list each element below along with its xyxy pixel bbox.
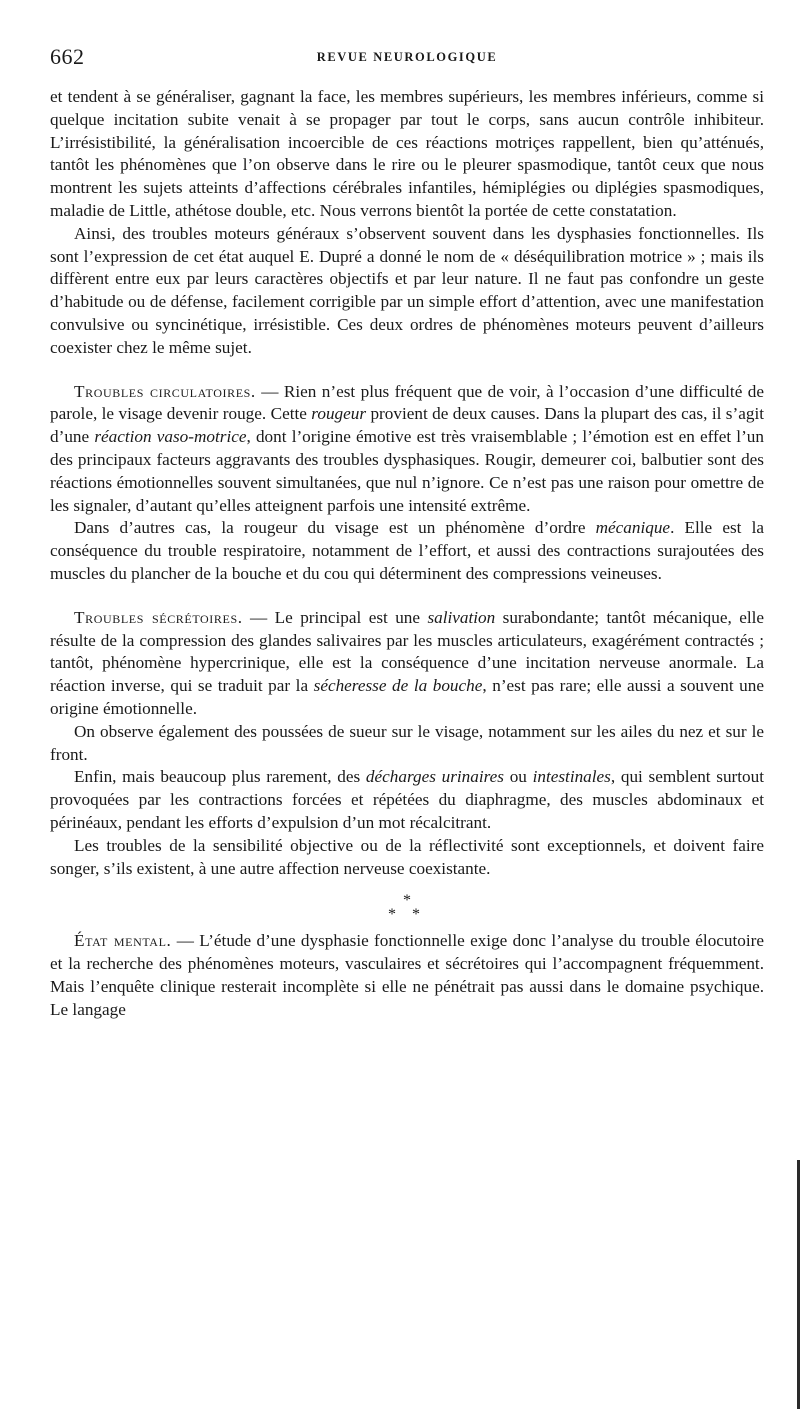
asterism-bottom: * *: [388, 906, 426, 924]
text-span: ou: [504, 767, 533, 787]
text-span: — Rien n’est plus fréquent que de voir, à l’occasion d’une difficulté de parole, le visage devenir rouge. Cette: [50, 381, 764, 424]
text-span: Dans d’autres cas, la rougeur du visage est un phénomène d’ordre: [74, 518, 596, 538]
text-span: , qui semblent surtout provoquées par les contractions forcées et répétées du diaphragme, des muscles abdominaux et périnéaux, pendant les efforts d’expulsion d’un mot récalcitrant.: [50, 767, 765, 832]
paragraph-1: et tendent à se généraliser, gagnant la face, les membres supérieurs, les membres inférieurs, comme si quelque incitation subite venait à se propager par tout le corps, sans aucun contrôle inhibiteur. L’irrésistibilité, la généralisation incoercible de ces réactions motriçes rappellent, bien qu’atténués, tantôt les phénomènes que l’on observe dans le rire ou le pleurer spasmodique, tantôt ceux que nous montrent les sujets atteints d’affections cérébrales infantiles, hémiplégies ou diplégies spasmodiques, maladie de Little, athétose double, etc. Nous verrons bientôt la portée de cette constatation.: [50, 87, 764, 220]
text-span: . Elle est la conséquence du trouble respiratoire, notamment de l’effort, et aussi des contractions surajoutées des muscles du plancher de la bouche et du cou qui déterminent des compressions veineuses.: [50, 518, 764, 583]
paragraph-8: Les troubles de la sensibilité objective ou de la réflectivité sont exceptionnels, et doivent faire songer, s’ils existent, à une autre affection nerveuse coexistante.: [50, 835, 764, 878]
paragraph-6: On observe également des poussées de sueur sur le visage, notamment sur les ailes du nez et sur le front.: [50, 721, 764, 764]
emphasis-intestinales: intestinales: [532, 767, 611, 787]
asterism-divider: [50, 894, 764, 922]
running-title: REVUE NEUROLOGIQUE: [316, 50, 498, 64]
emphasis-rougeur: rougeur: [311, 404, 367, 424]
section-heading-secretoires: Troubles sécrétoires.: [74, 607, 243, 627]
text-span: Enfin, mais beaucoup plus rarement, des: [74, 767, 366, 787]
page-number: 662: [50, 44, 85, 69]
section-heading-circulatoires: Troubles circulatoires.: [74, 381, 256, 401]
text-span: surabondante; tantôt mécanique, elle résulte de la compression des glandes salivaires par les muscles articulateurs, exagérément contractés ; tantôt, phénomène hypercrinique, elle est la conséquence d’une incitation nerveuse anormale. La réaction inverse, qui se traduit par la: [50, 607, 764, 696]
emphasis-mecanique: mécanique: [595, 518, 671, 538]
paragraph-troubles-circulatoires: [50, 381, 764, 518]
body-text: [50, 86, 764, 1021]
text-span: — L’étude d’une dysphasie fonctionnelle exige donc l’analyse du trouble élocutoire et la recherche des phénomènes moteurs, vasculaires et sécrétoires qui l’accompagnent fréquemment. Mais l’enquête clinique resterait incomplète si elle ne pénétrait pas aussi dans le domaine psychique. Le langage: [50, 931, 765, 1019]
emphasis-secheresse: sécheresse de la bouche: [313, 676, 483, 696]
paragraph-etat-mental: [50, 930, 764, 1021]
paragraph-troubles-secretoires: [50, 607, 764, 721]
section-heading-etat-mental: État mental.: [74, 931, 172, 951]
text-span: , n’est pas rare; elle aussi a souvent une origine émotionnelle.: [50, 676, 764, 718]
emphasis-reaction-vaso-motrice: réaction vaso-motrice: [94, 427, 247, 447]
emphasis-salivation: salivation: [427, 607, 496, 627]
asterism-top: *: [403, 892, 411, 910]
text-span: — Le principal est une: [242, 607, 428, 627]
paragraph-7: [50, 766, 764, 834]
emphasis-decharges-urinaires: décharges urinaires: [365, 767, 504, 787]
paragraph-2: Ainsi, des troubles moteurs généraux s’observent souvent dans les dysphasies fonctionnelles. Ils sont l’expression de cet état auquel E. Dupré a donné le nom de « déséquilibration motrice » ; mais ils diffèrent entre eux par leurs caractères objectifs et par leur nature. Il ne faut pas confondre un geste d’habitude ou de défense, facilement corrigible par un simple effort d’attention, avec une manifestation convulsive ou syncinétique, irrésistible. Ces deux ordres de phénomènes moteurs peuvent d’ailleurs coexister chez le même sujet.: [50, 223, 764, 357]
page-header: [50, 44, 764, 74]
paragraph-4: [50, 517, 764, 585]
text-span: , dont l’origine émotive est très vraisemblable ; l’émotion est en effet l’un des principaux facteurs aggravants des troubles dysphasiques. Rougir, demeurer coi, balbutier sont des réactions émotionnelles souvent simultanées, que nul n’ignore. Ce n’est pas une raison pour omettre de les signaler, d’autant qu’elles atteignent parfois une intensité extrême.: [50, 427, 764, 515]
text-span: provient de deux causes. Dans la plupart des cas, il s’agit d’une: [50, 404, 764, 447]
